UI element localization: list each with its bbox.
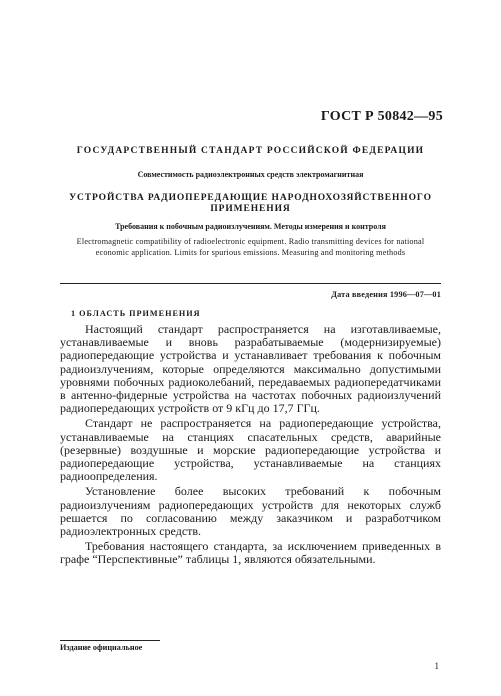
gost-number: ГОСТ Р 50842—95 <box>320 109 443 124</box>
section-heading: 1 ОБЛАСТЬ ПРИМЕНЕНИЯ <box>71 309 201 318</box>
english-title: Electromagnetic compatibility of radioelectronic equipment. Radio transmitting devices for national economic application. Limits for spurious emissions. Measuring and monitoring methods <box>76 237 425 257</box>
standard-title: ГОСУДАРСТВЕННЫЙ СТАНДАРТ РОССИЙСКОЙ ФЕДЕРАЦИИ <box>76 146 425 156</box>
paragraph: Установление более высоких требований к побочным радиоизлучениям радиопередающих устройств для некоторых служб решается по согласованию между заказчиком и разработчиком радиоэлектронных средств. <box>60 484 441 539</box>
footer-divider <box>60 640 160 641</box>
main-title: УСТРОЙСТВА РАДИОПЕРЕДАЮЩИЕ НАРОДНОХОЗЯЙСТВЕННОГО ПРИМЕНЕНИЯ <box>69 193 432 214</box>
paragraph: Стандарт не распространяется на радиопередающие устройства, устанавливаемые на станциях спасательных средств, аварийные (резервные) воздушные и морские радиопередающие устройства и радиопередающие устройства, устанавливаемые на станциях радиоопределения. <box>60 416 441 484</box>
edition-label: Издание официальное <box>60 643 143 652</box>
top-divider <box>60 283 441 284</box>
paragraph: Требования настоящего стандарта, за исключением приведенных в графе “Перспективные” таблицы 1, являются обязательными. <box>60 539 441 567</box>
subtitle: Требования к побочным радиоизлучениям. Методы измерения и контроля <box>115 222 386 231</box>
compatibility-line: Совместимость радиоэлектронных средств электромагнитная <box>137 170 364 179</box>
introduction-date: Дата введения 1996—07—01 <box>331 290 441 299</box>
page-number: 1 <box>434 661 439 671</box>
paragraph: Настоящий стандарт распространяется на изготавливаемые, устанавливаемые и вновь разрабатываемые (модернизируемые) радиопередающие устройства и устанавливает требования к побочным радиоизлучениям, которые определяются максимально допустимыми уровнями побочных радиоколебаний, передаваемых радиопередатчиками в антенно-фидерные устройства на частотах побочных радиоизлучений радиопередающих устройств от 9 кГц до 17,7 ГГц. <box>60 322 441 416</box>
section-body <box>60 323 441 569</box>
